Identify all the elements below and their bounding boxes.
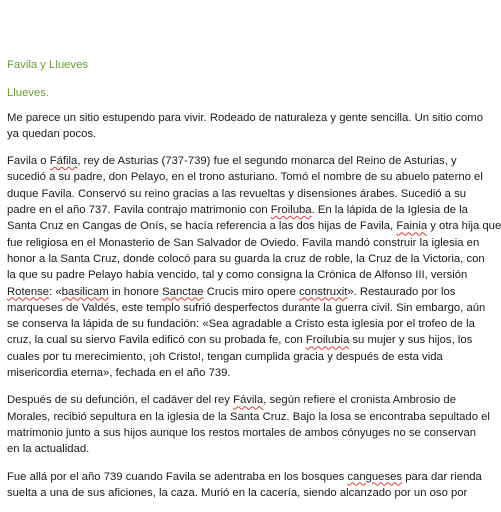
text-line bbox=[7, 365, 443, 381]
text-segment: : « bbox=[49, 285, 62, 298]
text-segment: Me parece un sitio estupendo para vivir. Rodeado de naturaleza y gente sencilla. Un sitio como bbox=[7, 111, 484, 124]
text-line bbox=[7, 469, 482, 485]
spellcheck-flagged-word[interactable]: Rotense bbox=[7, 285, 50, 298]
text-line bbox=[7, 169, 483, 185]
spellcheck-flagged-word[interactable]: Froilubia bbox=[305, 334, 350, 347]
spellcheck-flagged-word[interactable]: Fávila bbox=[233, 394, 264, 407]
text-segment: , según refiere el cronista Ambrosio de bbox=[263, 394, 456, 407]
text-line bbox=[7, 110, 484, 126]
text-segment: cruz, la cual su siervo Favila edificó con su probada fe, con bbox=[7, 334, 306, 347]
text-line bbox=[7, 409, 490, 425]
text-segment: para dar rienda bbox=[402, 470, 482, 483]
text-segment: fue religiosa en el Monasterio de San Salvador de Oviedo. Favila mandó construir la iglesia en bbox=[7, 236, 480, 249]
text-segment: Fue allá por el año 739 cuando Favila se adentraba en los bosques bbox=[7, 470, 348, 483]
spellcheck-flagged-word[interactable]: Fainia bbox=[396, 220, 428, 233]
spellcheck-flagged-word[interactable]: basilicam bbox=[61, 285, 109, 298]
text-segment: cuales por tu merecimiento, ¡oh Cristo!, tengan cumplida gracia y después de esta vida bbox=[7, 350, 443, 363]
text-segment: Favila o bbox=[7, 155, 50, 168]
text-segment: ya quedan pocos. bbox=[7, 127, 97, 140]
text-line bbox=[7, 316, 475, 332]
text-line bbox=[7, 284, 456, 300]
text-line bbox=[7, 441, 443, 457]
text-line bbox=[7, 392, 456, 408]
spellcheck-flagged-word[interactable]: Froiluba bbox=[270, 204, 312, 217]
text-line bbox=[7, 332, 473, 348]
text-segment: ». Restaurado por los bbox=[347, 285, 456, 298]
document-subtitle: Llueves. bbox=[7, 87, 50, 100]
spellcheck-flagged-word[interactable]: cangueses bbox=[347, 470, 403, 483]
text-line bbox=[7, 267, 468, 283]
text-segment: se conserva la lápida de su fundación: «Sea agradable a Cristo esta iglesia por el trofeo de la bbox=[7, 318, 475, 331]
document-body bbox=[7, 110, 501, 502]
paragraph bbox=[7, 392, 490, 457]
text-segment: Crucis miro opere bbox=[203, 285, 300, 298]
paragraph bbox=[7, 153, 501, 381]
text-line bbox=[7, 485, 468, 501]
text-segment: duque Favila. Conservó su reino gracias a las revueltas y disensiones árabes. Sucedió a su bbox=[7, 187, 467, 200]
paragraph bbox=[7, 110, 484, 143]
text-segment: misericordia eterna», fechada en el año 739. bbox=[7, 367, 231, 380]
spellcheck-flagged-word[interactable]: construxit bbox=[299, 285, 348, 298]
text-segment: Después de su defunción, el cadáver del rey bbox=[7, 394, 234, 407]
text-segment: padre en el año 737. Favila contrajo matrimonio con bbox=[7, 204, 271, 217]
spellcheck-flagged-word[interactable]: Sanctae bbox=[162, 285, 204, 298]
text-segment: honor a la Santa Cruz, donde colocó para su guarda la cruz de roble, la Cruz de la Victoria, con bbox=[7, 252, 485, 265]
text-line bbox=[7, 218, 501, 234]
paragraph bbox=[7, 469, 482, 502]
document-title: Favila y Llueves bbox=[7, 59, 88, 71]
text-line bbox=[7, 349, 443, 365]
text-line bbox=[7, 251, 485, 267]
text-line bbox=[7, 425, 477, 441]
text-segment: marqueses de Valdés, este templo sufrió desperfectos durante la guerra civil. Sin embargo, aún bbox=[7, 301, 486, 314]
text-segment: en la actualidad. bbox=[7, 443, 90, 456]
text-segment: su mujer y sus hijos, los bbox=[349, 334, 473, 347]
text-segment: la que su padre Pelayo había vencido, tal y como consigna la Crónica de Alfonso III, versión bbox=[7, 269, 468, 282]
text-segment: . En la lápida de la Iglesia de la bbox=[311, 204, 468, 217]
text-segment: in honore bbox=[108, 285, 163, 298]
text-segment: , rey de Asturias (737-739) fue el segundo monarca del Reino de Asturias, y bbox=[77, 155, 457, 168]
text-line bbox=[7, 153, 457, 169]
text-line bbox=[7, 126, 443, 142]
text-segment: Morales, recibió sepultura en la iglesia de la Santa Cruz. Bajo la losa se encontraba sepultado el bbox=[7, 410, 490, 423]
text-line bbox=[7, 186, 467, 202]
text-segment: matrimonio junto a sus hijos aunque los restos mortales de ambos cónyuges no se conservan bbox=[7, 426, 477, 439]
spellcheck-flagged-word[interactable]: Fáfila bbox=[49, 155, 78, 168]
text-line bbox=[7, 235, 480, 251]
text-segment: sucedió a su padre, don Pelayo, en el trono asturiano. Tomó el nombre de su abuelo paterno el bbox=[7, 171, 483, 184]
text-line bbox=[7, 300, 486, 316]
text-segment: Santa Cruz en Cangas de Onís, se hacía referencia a las dos hijas de Favila, bbox=[7, 220, 397, 233]
text-line bbox=[7, 202, 468, 218]
document-page bbox=[7, 57, 501, 512]
text-segment: y otra hija que bbox=[427, 220, 501, 233]
text-segment: suelta a una de sus aficiones, la caza. Murió en la cacería, siendo alcanzado por un oso por bbox=[7, 486, 468, 499]
